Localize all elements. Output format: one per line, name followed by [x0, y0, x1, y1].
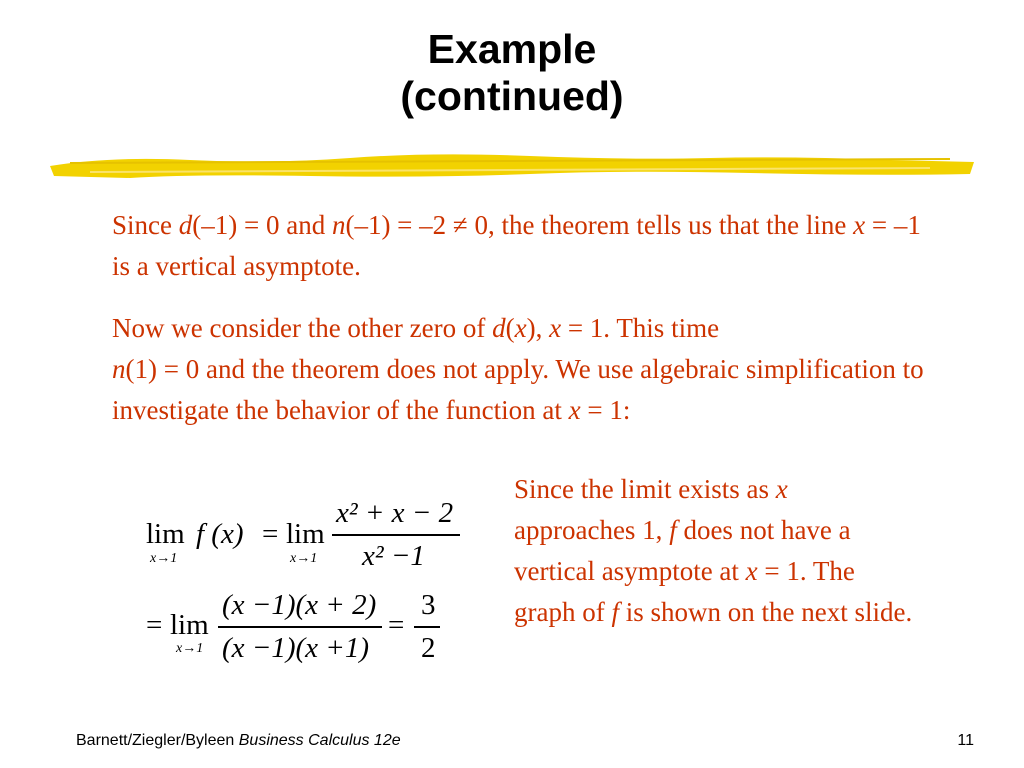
fraction1-bar — [332, 534, 460, 536]
lim-subscript-3: x→1 — [176, 641, 204, 656]
title-line-1: Example — [427, 26, 597, 72]
fraction2-numerator: (x −1)(x + 2) — [222, 589, 377, 621]
footer-authors: Barnett/Ziegler/Byleen — [76, 732, 239, 749]
fraction3-bar — [414, 626, 440, 628]
equals-sign-2: = — [146, 609, 163, 641]
lim-operator-2: lim — [286, 518, 325, 550]
fraction3-numerator: 3 — [421, 589, 436, 621]
side-note-conclusion: Since the limit exists as x approaches 1, f does not have a vertical asymptote at x = 1. The graph of f is shown on the next slide. — [514, 474, 913, 627]
lim-subscript-2: x→1 — [290, 551, 318, 566]
title-line-2: (continued) — [400, 73, 624, 119]
fraction1-numerator: x² + x − 2 — [336, 497, 454, 529]
fraction1-denominator: x² −1 — [362, 540, 425, 572]
footer-citation — [76, 732, 401, 750]
equals-sign-1: = — [262, 518, 279, 550]
lim-operator-1: lim — [146, 518, 185, 550]
paragraph-vertical-asymptote: Since d(–1) = 0 and n(–1) = –2 ≠ 0, the theorem tells us that the line x = –1 is a vertical asymptote. — [112, 210, 921, 281]
equals-sign-3: = — [388, 609, 405, 641]
fraction2-denominator: (x −1)(x +1) — [222, 632, 370, 664]
title-underline-brushstroke — [50, 146, 974, 186]
fraction2-bar — [218, 626, 382, 628]
slide-page-number: 11 — [957, 732, 974, 749]
function-f-of-x: f (x) — [196, 518, 244, 550]
slide-title — [0, 26, 1024, 120]
lim-operator-3: lim — [170, 609, 209, 641]
footer-book-title: Business Calculus 12e — [238, 732, 401, 749]
paragraph-other-zero: Now we consider the other zero of d(x), x = 1. This time n(1) = 0 and the theorem does not apply. We use algebraic simplification to investigate the behavior of the function at x = 1: — [112, 313, 924, 425]
fraction3-denominator: 2 — [421, 632, 436, 664]
lim-subscript-1: x→1 — [150, 551, 178, 566]
